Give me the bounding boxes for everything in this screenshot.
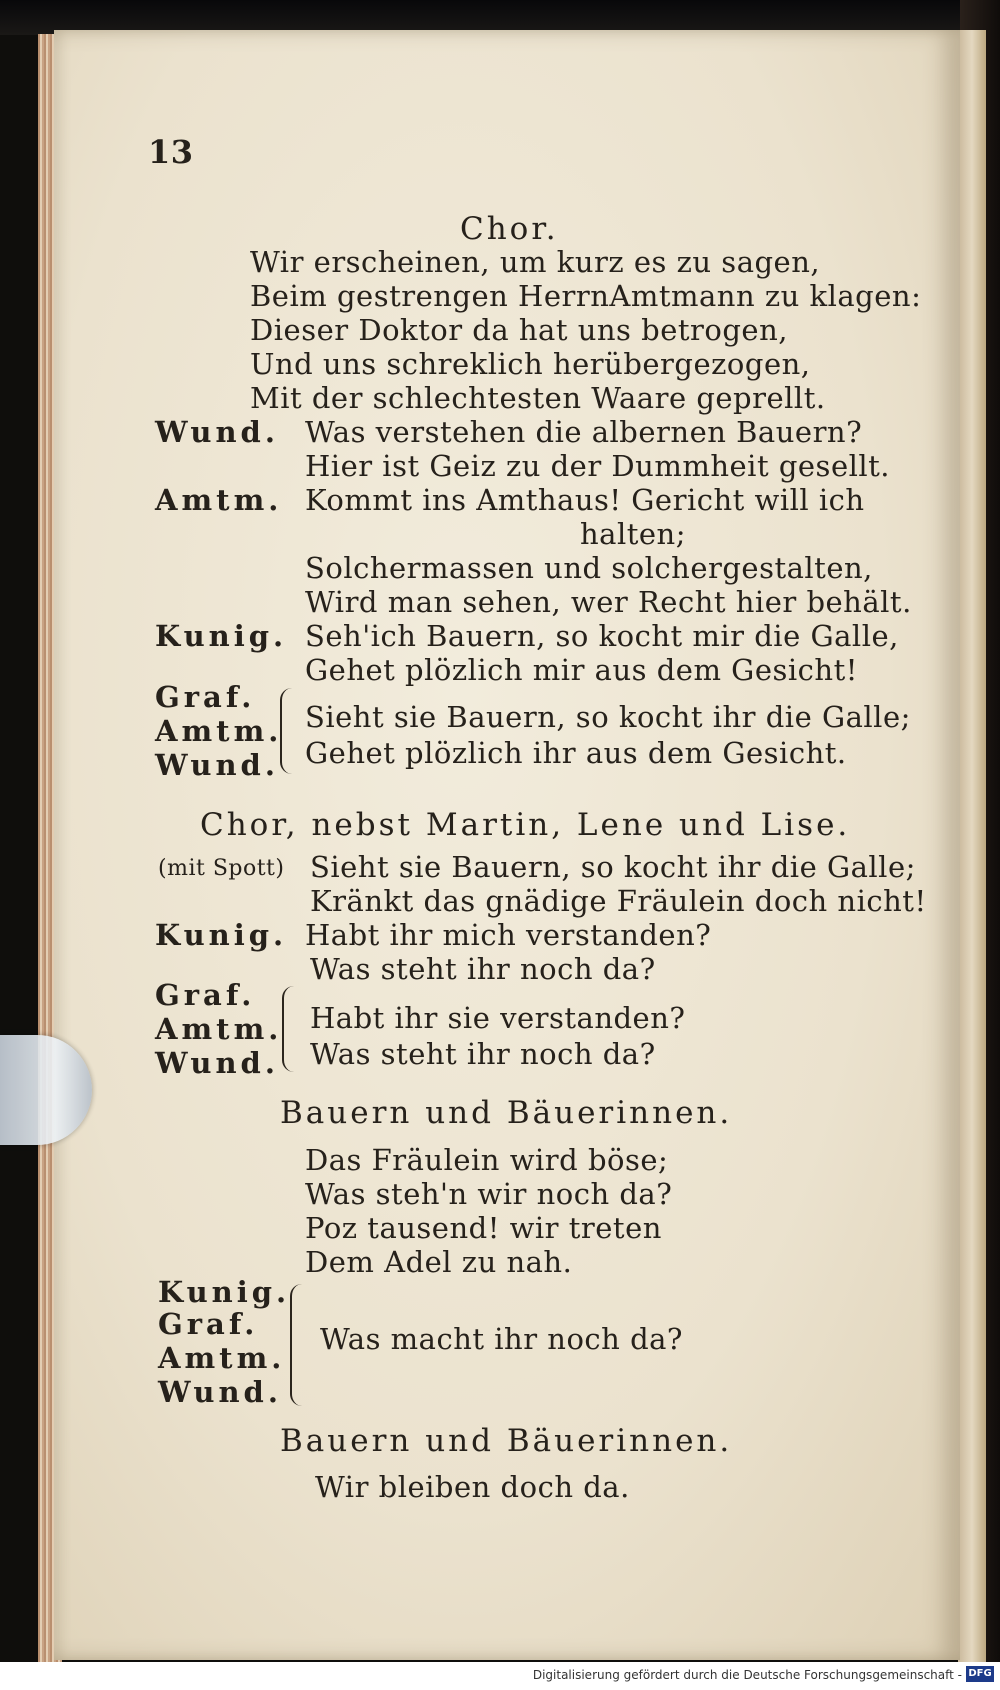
verse-line: Wir bleiben doch da. (315, 1470, 630, 1504)
dfg-logo: DFG (966, 1666, 994, 1682)
speaker-label: Kunig. (155, 918, 288, 952)
verse-line: Hier ist Geiz zu der Dummheit gesellt. (305, 449, 891, 483)
speaker-label: Amtm. (158, 1341, 286, 1375)
verse-line: Was verstehen die albernen Bauern? (305, 415, 863, 449)
speaker-label: Kunig. (155, 619, 288, 653)
footer-credit: Digitalisierung gefördert durch die Deutsche Forschungsgemeinschaft - (532, 1668, 962, 1682)
speaker-label: Amtm. (155, 714, 283, 748)
verse-line: Solchermassen und solchergestalten, (305, 551, 873, 585)
verse-line: Kommt ins Amthaus! Gericht will ich (305, 483, 865, 517)
verse-line: Sieht sie Bauern, so kocht ihr die Galle; (305, 700, 911, 734)
section-heading: Chor. (460, 211, 559, 247)
verse-line: Wir erscheinen, um kurz es zu sagen, (250, 245, 821, 279)
verse-line: Habt ihr sie verstanden? (310, 1001, 686, 1035)
speaker-label: Wund. (158, 1375, 282, 1409)
speaker-label: Graf. (158, 1307, 259, 1341)
page-number: 13 (148, 133, 194, 171)
verse-line: Mit der schlechtesten Waare geprellt. (250, 381, 826, 415)
speaker-brace (280, 688, 292, 774)
section-heading: Bauern und Bäuerinnen. (280, 1423, 733, 1459)
footer-bar (0, 1662, 1000, 1690)
verse-line: Dieser Doktor da hat uns betrogen, (250, 313, 788, 347)
verse-line: Poz tausend! wir treten (305, 1211, 662, 1245)
verse-line: Kränkt das gnädige Fräulein doch nicht! (310, 884, 927, 918)
speaker-label: Wund. (155, 748, 279, 782)
verse-line: Und uns schreklich herübergezogen, (250, 347, 811, 381)
verse-line: Das Fräulein wird böse; (305, 1143, 669, 1177)
verse-line: Was macht ihr noch da? (320, 1322, 683, 1356)
speaker-label: Amtm. (155, 1012, 283, 1046)
stage-direction: (mit Spott) (158, 856, 285, 881)
verse-line: Gehet plözlich mir aus dem Gesicht! (305, 653, 858, 687)
verse-line: Was steht ihr noch da? (310, 1037, 656, 1071)
speaker-label: Graf. (155, 978, 256, 1012)
verse-line: Dem Adel zu nah. (305, 1245, 573, 1279)
verse-line: Wird man sehen, wer Recht hier behält. (305, 585, 912, 619)
verse-line: Was steh'n wir noch da? (305, 1177, 673, 1211)
section-heading: Bauern und Bäuerinnen. (280, 1095, 733, 1131)
speaker-label: Graf. (155, 680, 256, 714)
adjacent-page-edge (958, 30, 986, 1690)
verse-line: halten; (580, 517, 687, 551)
verse-line: Gehet plözlich ihr aus dem Gesicht. (305, 736, 847, 770)
speaker-label: Kunig. (158, 1275, 291, 1309)
section-heading: Chor, nebst Martin, Lene und Lise. (200, 807, 851, 843)
verse-line: Sieht sie Bauern, so kocht ihr die Galle; (310, 850, 916, 884)
verse-line: Habt ihr mich verstanden? (305, 918, 712, 952)
verse-line: Beim gestrengen HerrnAmtmann zu klagen: (250, 279, 922, 313)
verse-line: Was steht ihr noch da? (310, 952, 656, 986)
verse-line: Seh'ich Bauern, so kocht mir die Galle, (305, 619, 899, 653)
speaker-label: Amtm. (155, 483, 283, 517)
speaker-label: Wund. (155, 1046, 279, 1080)
speaker-brace (290, 1284, 302, 1406)
speaker-label: Wund. (155, 415, 279, 449)
speaker-brace (282, 986, 294, 1072)
